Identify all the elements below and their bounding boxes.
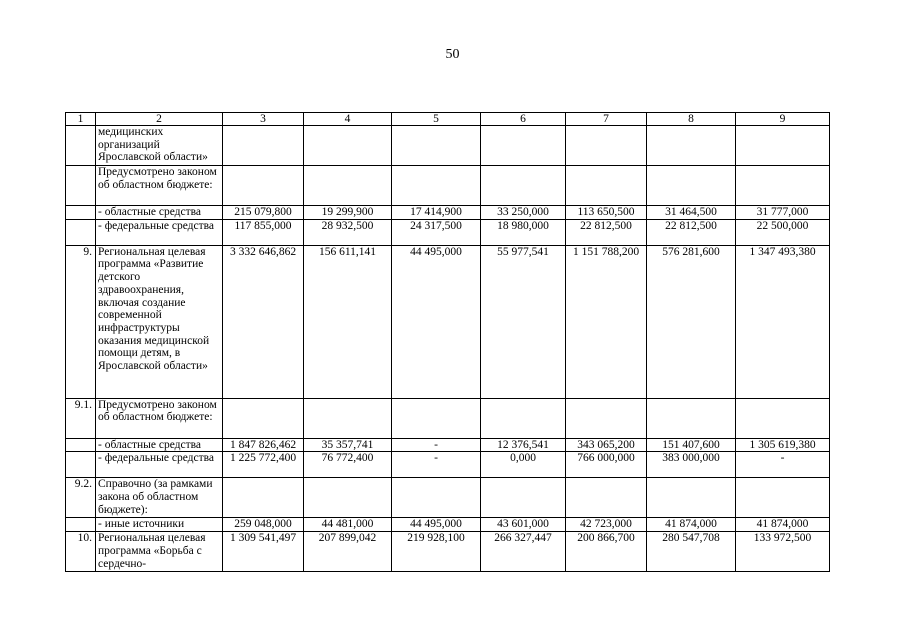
row-label: Региональная целевая программа «Развитие детского здравоохранения, включая создание современной инфраструктуры оказания медицинской помощи детям, в Ярославской области» xyxy=(96,245,223,398)
table-row xyxy=(66,452,830,478)
table-row xyxy=(66,126,830,166)
value-cell-col-3: 215 079,800 xyxy=(223,206,304,220)
row-label: Предусмотрено законом об областном бюджете: xyxy=(96,166,223,206)
value-cell-col-5: 44 495,000 xyxy=(392,518,481,532)
value-cell-col-4 xyxy=(304,478,392,518)
value-cell-col-7: 766 000,000 xyxy=(566,452,647,478)
value-cell-col-7: 22 812,500 xyxy=(566,219,647,245)
value-cell-col-6 xyxy=(481,478,566,518)
value-cell-col-9: 41 874,000 xyxy=(736,518,830,532)
value-cell-col-6: 266 327,447 xyxy=(481,532,566,572)
row-number: 9.2. xyxy=(66,478,96,518)
row-label: - иные источники xyxy=(96,518,223,532)
value-cell-col-8: 151 407,600 xyxy=(647,438,736,452)
value-cell-col-9 xyxy=(736,398,830,438)
value-cell-col-3: 3 332 646,862 xyxy=(223,245,304,398)
value-cell-col-4: 19 299,900 xyxy=(304,206,392,220)
header-row xyxy=(66,113,830,126)
value-cell-col-3: 259 048,000 xyxy=(223,518,304,532)
value-cell-col-7 xyxy=(566,166,647,206)
value-cell-col-6: 12 376,541 xyxy=(481,438,566,452)
value-cell-col-3 xyxy=(223,478,304,518)
table-row xyxy=(66,398,830,438)
value-cell-col-4: 76 772,400 xyxy=(304,452,392,478)
value-cell-col-7: 200 866,700 xyxy=(566,532,647,572)
value-cell-col-8: 576 281,600 xyxy=(647,245,736,398)
value-cell-col-9: 1 305 619,380 xyxy=(736,438,830,452)
value-cell-col-6: 0,000 xyxy=(481,452,566,478)
page-number: 50 xyxy=(445,47,460,62)
column-header-9: 9 xyxy=(736,113,830,126)
value-cell-col-3: 1 225 772,400 xyxy=(223,452,304,478)
value-cell-col-5 xyxy=(392,126,481,166)
value-cell-col-7 xyxy=(566,126,647,166)
value-cell-col-5: 17 414,900 xyxy=(392,206,481,220)
value-cell-col-6 xyxy=(481,398,566,438)
value-cell-col-9 xyxy=(736,478,830,518)
value-cell-col-8 xyxy=(647,126,736,166)
row-number xyxy=(66,452,96,478)
value-cell-col-3 xyxy=(223,126,304,166)
value-cell-col-4: 156 611,141 xyxy=(304,245,392,398)
value-cell-col-5: 219 928,100 xyxy=(392,532,481,572)
value-cell-col-8 xyxy=(647,398,736,438)
column-header-3: 3 xyxy=(223,113,304,126)
value-cell-col-4 xyxy=(304,166,392,206)
column-header-7: 7 xyxy=(566,113,647,126)
value-cell-col-4 xyxy=(304,126,392,166)
value-cell-col-3 xyxy=(223,398,304,438)
value-cell-col-5 xyxy=(392,166,481,206)
row-label: - областные средства xyxy=(96,438,223,452)
value-cell-col-9: 22 500,000 xyxy=(736,219,830,245)
value-cell-col-8: 383 000,000 xyxy=(647,452,736,478)
table-row xyxy=(66,166,830,206)
value-cell-col-7: 343 065,200 xyxy=(566,438,647,452)
value-cell-col-6: 55 977,541 xyxy=(481,245,566,398)
budget-table xyxy=(65,112,830,572)
row-number: 10. xyxy=(66,532,96,572)
row-label: Предусмотрено законом об областном бюджете: xyxy=(96,398,223,438)
row-number: 9. xyxy=(66,245,96,398)
value-cell-col-5: - xyxy=(392,438,481,452)
row-label: - областные средства xyxy=(96,206,223,220)
value-cell-col-6: 33 250,000 xyxy=(481,206,566,220)
table-row xyxy=(66,518,830,532)
value-cell-col-3: 1 847 826,462 xyxy=(223,438,304,452)
row-label: Региональная целевая программа «Борьба с сердечно- xyxy=(96,532,223,572)
column-header-5: 5 xyxy=(392,113,481,126)
row-number xyxy=(66,126,96,166)
value-cell-col-3 xyxy=(223,166,304,206)
value-cell-col-7: 113 650,500 xyxy=(566,206,647,220)
value-cell-col-9: 133 972,500 xyxy=(736,532,830,572)
value-cell-col-8 xyxy=(647,478,736,518)
column-header-2: 2 xyxy=(96,113,223,126)
value-cell-col-7: 1 151 788,200 xyxy=(566,245,647,398)
table-row xyxy=(66,206,830,220)
table-row xyxy=(66,245,830,398)
value-cell-col-5 xyxy=(392,398,481,438)
row-label: - федеральные средства xyxy=(96,452,223,478)
row-label: - федеральные средства xyxy=(96,219,223,245)
value-cell-col-6 xyxy=(481,166,566,206)
value-cell-col-8: 31 464,500 xyxy=(647,206,736,220)
value-cell-col-5: 24 317,500 xyxy=(392,219,481,245)
value-cell-col-7 xyxy=(566,478,647,518)
value-cell-col-4 xyxy=(304,398,392,438)
value-cell-col-4: 207 899,042 xyxy=(304,532,392,572)
value-cell-col-4: 44 481,000 xyxy=(304,518,392,532)
value-cell-col-4: 28 932,500 xyxy=(304,219,392,245)
value-cell-col-6: 43 601,000 xyxy=(481,518,566,532)
table-row xyxy=(66,438,830,452)
row-label: медицинских организаций Ярославской области» xyxy=(96,126,223,166)
value-cell-col-6: 18 980,000 xyxy=(481,219,566,245)
value-cell-col-5: - xyxy=(392,452,481,478)
value-cell-col-8: 280 547,708 xyxy=(647,532,736,572)
row-label: Справочно (за рамками закона об областном бюджете): xyxy=(96,478,223,518)
value-cell-col-7: 42 723,000 xyxy=(566,518,647,532)
value-cell-col-9: 1 347 493,380 xyxy=(736,245,830,398)
row-number xyxy=(66,219,96,245)
value-cell-col-9 xyxy=(736,166,830,206)
table-row xyxy=(66,532,830,572)
value-cell-col-8: 22 812,500 xyxy=(647,219,736,245)
value-cell-col-8: 41 874,000 xyxy=(647,518,736,532)
value-cell-col-6 xyxy=(481,126,566,166)
row-number xyxy=(66,438,96,452)
value-cell-col-5 xyxy=(392,478,481,518)
value-cell-col-9 xyxy=(736,126,830,166)
row-number xyxy=(66,206,96,220)
table-row xyxy=(66,478,830,518)
value-cell-col-8 xyxy=(647,166,736,206)
value-cell-col-3: 117 855,000 xyxy=(223,219,304,245)
row-number xyxy=(66,166,96,206)
value-cell-col-4: 35 357,741 xyxy=(304,438,392,452)
value-cell-col-3: 1 309 541,497 xyxy=(223,532,304,572)
row-number xyxy=(66,518,96,532)
value-cell-col-9: 31 777,000 xyxy=(736,206,830,220)
row-number: 9.1. xyxy=(66,398,96,438)
column-header-8: 8 xyxy=(647,113,736,126)
value-cell-col-5: 44 495,000 xyxy=(392,245,481,398)
value-cell-col-9: - xyxy=(736,452,830,478)
column-header-4: 4 xyxy=(304,113,392,126)
table-row xyxy=(66,219,830,245)
column-header-6: 6 xyxy=(481,113,566,126)
column-header-1: 1 xyxy=(66,113,96,126)
value-cell-col-7 xyxy=(566,398,647,438)
